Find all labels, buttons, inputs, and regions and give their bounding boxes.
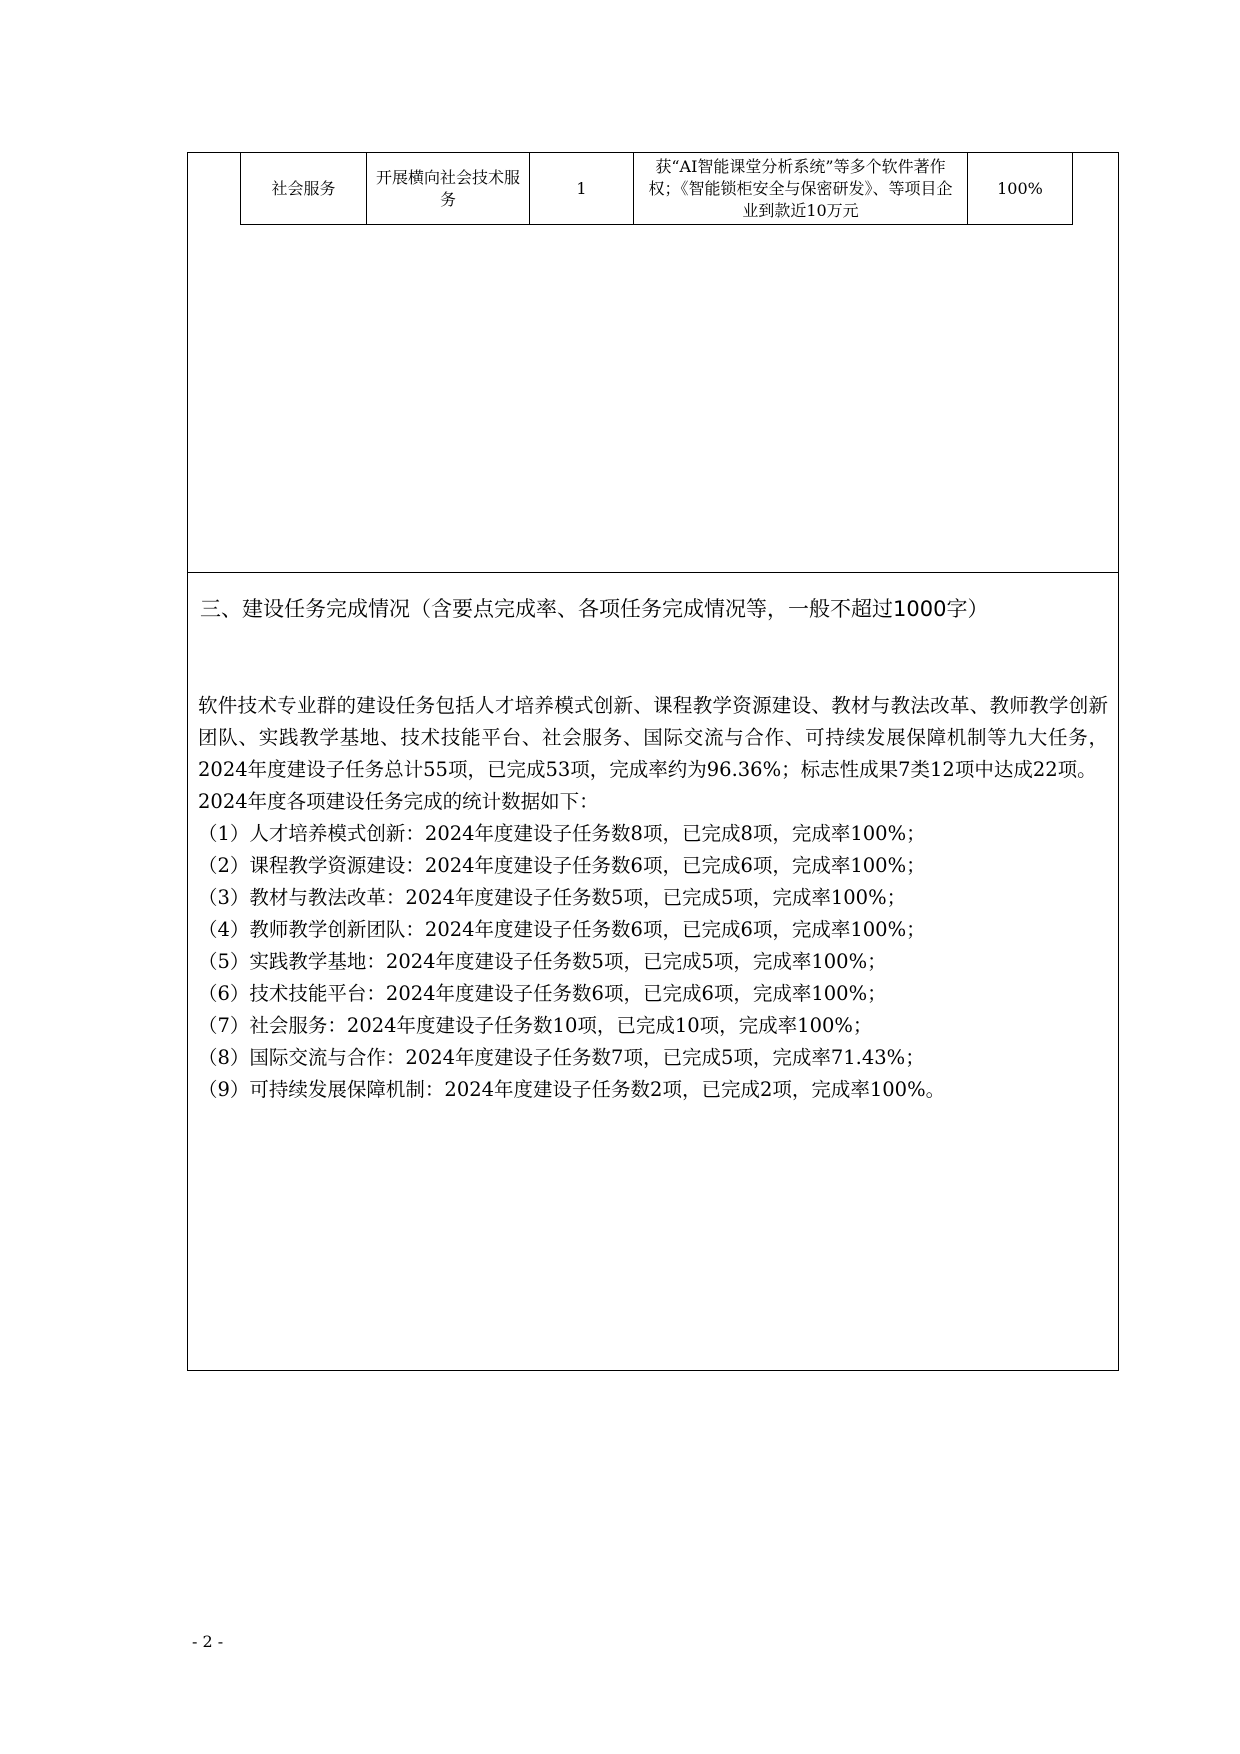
list-item: （2）课程教学资源建设：2024年度建设子任务数6项，已完成6项，完成率100%； xyxy=(198,854,926,877)
list-item: （6）技术技能平台：2024年度建设子任务数6项，已完成6项，完成率100%； xyxy=(198,982,887,1005)
list-item: （5）实践教学基地：2024年度建设子任务数5项，已完成5项，完成率100%； xyxy=(198,950,887,973)
rate-cell: 100% xyxy=(968,153,1073,225)
list-item: （9）可持续发展保障机制：2024年度建设子任务数2项，已完成2项，完成率100%。 xyxy=(198,1078,946,1101)
list-item: （1）人才培养模式创新：2024年度建设子任务数8项，已完成8项，完成率100%； xyxy=(198,822,926,845)
intro-paragraph: 软件技术专业群的建设任务包括人才培养模式创新、课程教学资源建设、教材与教法改革、教师教学创新团队、实践教学基地、技术技能平台、社会服务、国际交流与合作、可持续发展保障机制等九大任务，2024年度建设子任务总计55项，已完成53项，完成率约为96.36%；标志性成果7类12项中达成22项。 xyxy=(198,694,1108,781)
section3-body xyxy=(198,690,1108,1106)
task-table xyxy=(240,152,1073,225)
list-item: （7）社会服务：2024年度建设子任务数10项，已完成10项，完成率100%； xyxy=(198,1014,873,1037)
list-item: （8）国际交流与合作：2024年度建设子任务数7项，已完成5项，完成率71.43%； xyxy=(198,1046,925,1069)
category-cell: 社会服务 xyxy=(241,153,367,225)
page-number: - 2 - xyxy=(192,1632,224,1651)
list-item: （3）教材与教法改革：2024年度建设子任务数5项，已完成5项，完成率100%； xyxy=(198,886,907,909)
section3-cell xyxy=(187,572,1119,1371)
stats-title: 2024年度各项建设任务完成的统计数据如下： xyxy=(198,790,599,813)
list-item: （4）教师教学创新团队：2024年度建设子任务数6项，已完成6项，完成率100%； xyxy=(198,918,926,941)
count-cell: 1 xyxy=(530,153,634,225)
section3-heading: 三、建设任务完成情况（含要点完成率、各项任务完成情况等，一般不超过1000字） xyxy=(200,597,989,621)
table-cell-top xyxy=(187,152,1119,572)
achievement-cell: 获“AI智能课堂分析系统”等多个软件著作权；《智能锁柜安全与保密研发》、等项目企业到款近10万元 xyxy=(634,153,968,225)
table-row xyxy=(241,153,1073,225)
task-cell: 开展横向社会技术服务 xyxy=(367,153,530,225)
